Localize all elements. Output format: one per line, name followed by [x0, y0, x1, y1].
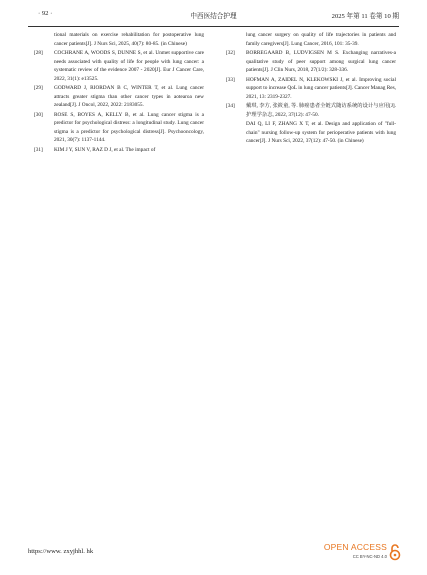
reference-item: DAI Q, LI F, ZHANG X T, et al. Design and application of "full-chain" nursing follow-up system for perioperative patients with lung cancer[J]. J Nurs Sci, 2022, 37(12): 47-50. (in Chinese)	[246, 121, 396, 144]
reference-item: tional materials on exercise rehabilitation for postoperative lung cancer patients[J]. J Nurs Sci, 2025, 40(7): 80-85. (in Chinese)	[54, 32, 204, 47]
issue-info: 2025 年第 11 卷第 10 期	[331, 13, 399, 20]
reference-item: [34] 戴琪, 李方, 张筱童, 等. 肺癌患者全链式随访系统的设计与应用[J]. 护理学杂志, 2022, 37(12): 47-50.	[226, 103, 396, 118]
open-access-label: OPEN ACCESS	[323, 542, 387, 552]
page-header	[28, 8, 399, 22]
journal-title: 中西医结合护理	[190, 13, 237, 20]
reference-item: [30] ROSE S, BOYES A, KELLY B, et al. Lung cancer stigma is a predictor for psychological distress: a longitudinal study. Lung cancer stigma is a predictor for psychological distress[J]. Psychooncology, 2021, 30(7): 1137-1144.	[34, 111, 204, 143]
left-column	[34, 31, 204, 155]
license-label: CC BY-NC-ND 4.0	[352, 554, 387, 559]
reference-item: [29] GODWARD J, RIORDAN B C, WINTER T, et al. Lung cancer attracts greater stigma than other cancer types in aotearoa new zealand[J]. J Oncol, 2022, 2022: 2183055.	[34, 85, 204, 108]
reference-item: [28] COCHRANE A, WOODS S, DUNNE S, et al. Unmet supportive care needs associated with quality of life for people with lung cancer: a systematic review of the evidence 2007 - 2020[J]. Eur J Cancer Care, 2022, 31(1): e13525.	[34, 50, 204, 82]
open-access-badge	[313, 542, 403, 568]
page-number: · 92 ·	[38, 10, 53, 17]
reference-item: [32] BORREGAARD B, LUDVIGSEN M S. Exchanging narratives-a qualitative study of peer support among surgical lung cancer patients[J]. J Clin Nurs, 2018, 27(1/2): 328-336.	[226, 50, 396, 73]
right-column	[226, 31, 396, 147]
open-lock-icon	[389, 543, 401, 561]
header-rule	[28, 26, 399, 27]
reference-item: lung cancer surgery on quality of life trajectories in patients and family caregivers[J]. Lung Cancer, 2016, 101: 35-39.	[246, 32, 396, 47]
reference-item: [33] HOFMAN A, ZAIDEL N, KLEKOWSKI J, et al. Improving social support to increase QoL in lung cancer patients[J]. Cancer Manag Res, 2021, 13: 2319-2327.	[226, 76, 396, 100]
reference-item: [31] KIM J Y, SUN V, RAZ D J, et al. The impact of	[34, 146, 156, 153]
journal-url[interactable]: https://www. zxyjhhl. hk	[28, 548, 94, 555]
